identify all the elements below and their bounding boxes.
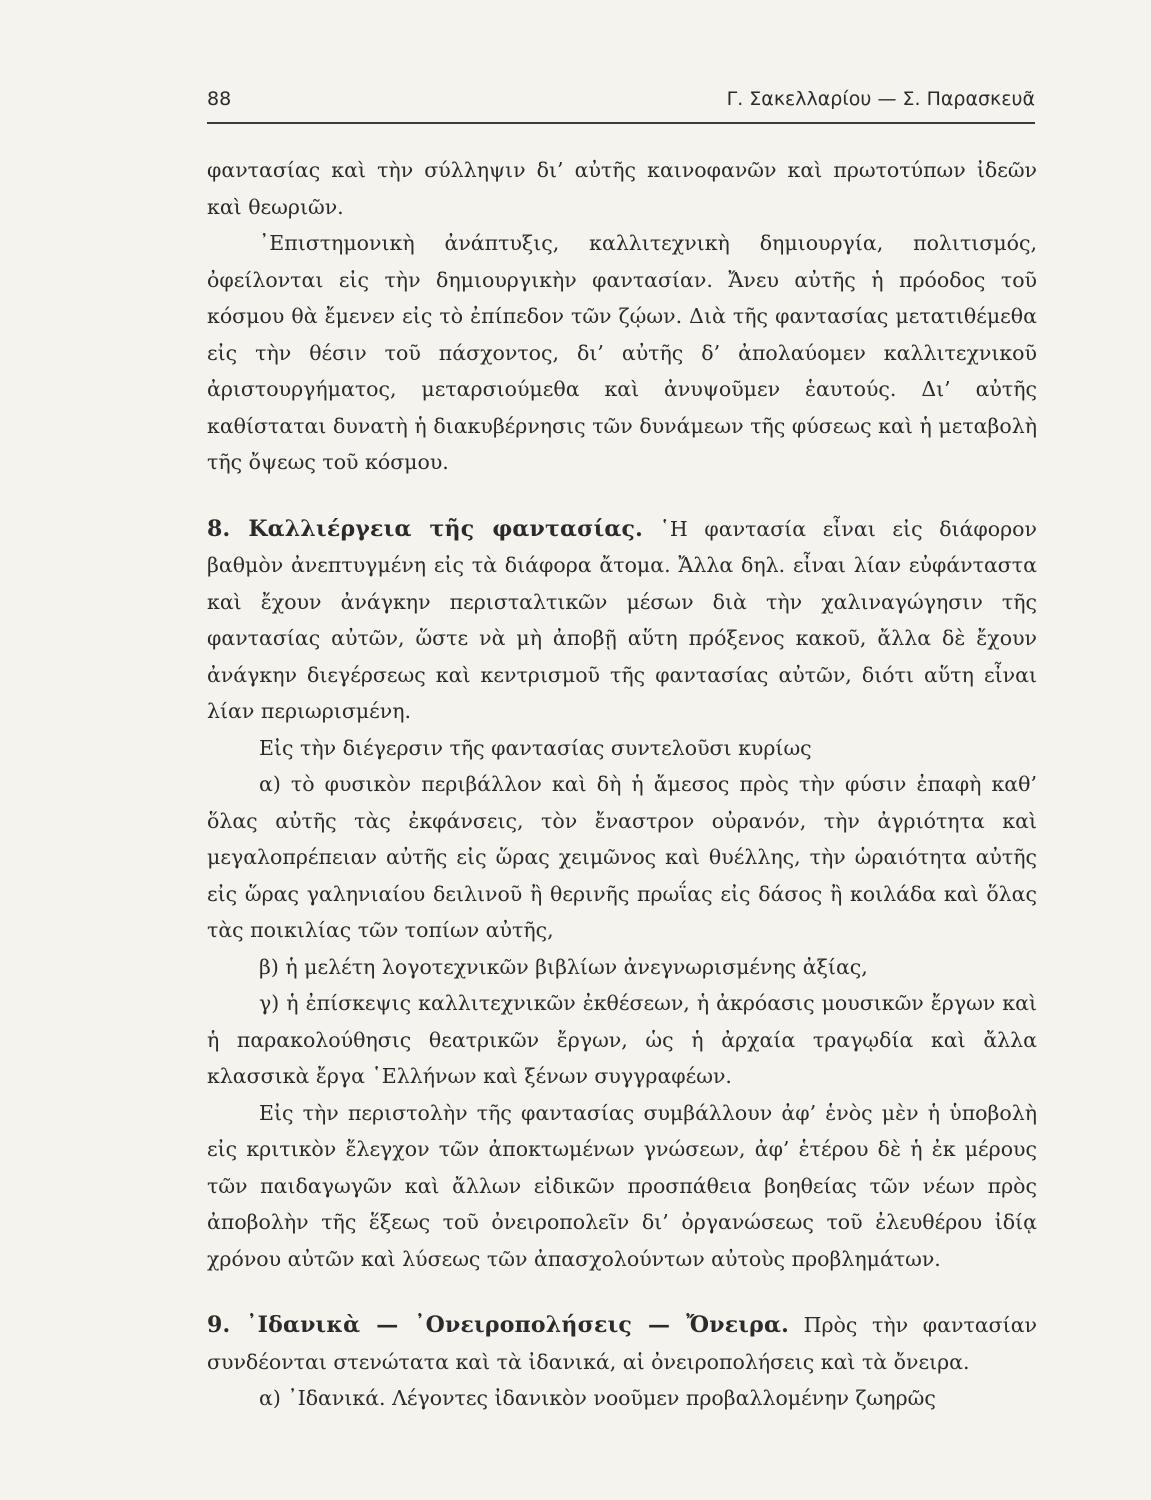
- paragraph-continuation: φαντασίας καὶ τὴν σύλληψιν δι’ αὐτῆς καινοφανῶν καὶ πρωτοτύπων ἰδεῶν καὶ θεωριῶν.: [207, 158, 1037, 219]
- section-8-intro: Εἰς τὴν διέγερσιν τῆς φαντασίας συντελοῦσι κυρίως: [259, 735, 812, 760]
- page-header: [207, 88, 1035, 124]
- page-body: [207, 152, 1037, 1417]
- list-item-a: α) τὸ φυσικὸν περιβάλλον καὶ δὴ ἡ ἄμεσος πρὸς τὴν φύσιν ἐπαφὴ καθ’ ὅλας αὐτῆς τὰς ἐκφάνσεις, τὸν ἔναστρον οὐρανόν, τὴν ἀγριότητα καὶ μεγαλοπρέπειαν αὐτῆς εἰς ὥρας χειμῶνος καὶ θυέλλης, τὴν ὡραιότητα αὐτῆς εἰς ὥρας γαληνιαίου δειλινοῦ ἢ θερινῆς πρωΐας εἰς δάσος ἢ κοιλάδα καὶ ὅλας τὰς ποικιλίας τῶν τοπίων αὐτῆς,: [207, 772, 1037, 942]
- section-9-sub-a: α) ᾿Ιδανικά. Λέγοντες ἰδανικὸν νοοῦμεν προβαλλομένην ζωηρῶς: [259, 1386, 936, 1410]
- running-title: Γ. Σακελλαρίου — Σ. Παρασκευᾶ: [726, 88, 1035, 110]
- section-8-heading: 8. Καλλιέργεια τῆς φαντασίας.: [207, 515, 644, 542]
- section-8-text: ῾Η φαντασία εἶναι εἰς διάφορον βαθμὸν ἀνεπτυγμένη εἰς τὰ διάφορα ἄτομα. Ἄλλα δηλ. εἶναι λίαν εὐφάνταστα καὶ ἔχουν ἀνάγκην περισταλτικῶν μέσων διὰ τὴν χαλιναγώγησιν τῆς φαντασίας αὐτῶν, ὥστε νὰ μὴ ἀποβῇ αὕτη πρόξενος κακοῦ, ἄλλα δὲ ἔχουν ἀνάγκην διεγέρσεως καὶ κεντρισμοῦ τῆς φαντασίας αὐτῶν, διότι αὕτη εἶναι λίαν περιωρισμένη.: [207, 516, 1037, 723]
- section-9-heading: 9. ᾿Ιδανικὰ — ᾿Ονειροπολήσεις — Ὄνειρα.: [207, 1312, 789, 1338]
- page-number: 88: [207, 88, 232, 110]
- section-9-text: Πρὸς τὴν φαντασίαν συνδέονται στενώτατα καὶ τὰ ἰδανικά, αἱ ὀνειροπολήσεις καὶ τὰ ὄνειρα.: [207, 1313, 1037, 1374]
- list-item-c: γ) ἡ ἐπίσκεψις καλλιτεχνικῶν ἐκθέσεων, ἡ ἀκρόασις μουσικῶν ἔργων καὶ ἡ παρακολούθησις θεατρικῶν ἔργων, ὡς ἡ ἀρχαία τραγῳδία καὶ ἄλλα κλασσικὰ ἔργα ῾Ελλήνων καὶ ξένων συγγραφέων.: [207, 991, 1037, 1088]
- paragraph-imagination-role: ᾿Επιστημονικὴ ἀνάπτυξις, καλλιτεχνικὴ δημιουργία, πολιτισμός, ὀφείλονται εἰς τὴν δημιουργικὴν φαντασίαν. Ἄνευ αὐτῆς ἡ πρόοδος τοῦ κόσμου θὰ ἔμενεν εἰς τὸ ἐπίπεδον τῶν ζῴων. Διὰ τῆς φαντασίας μετατιθέμεθα εἰς τὴν θέσιν τοῦ πάσχοντος, δι’ αὐτῆς δ’ ἀπολαύομεν καλλιτεχνικοῦ ἀριστουργήματος, μεταρσιούμεθα καὶ ἀνυψοῦμεν ἑαυτούς. Δι’ αὐτῆς καθίσταται δυνατὴ ἡ διακυβέρνησις τῶν δυνάμεων τῆς φύσεως καὶ ἡ μεταβολὴ τῆς ὄψεως τοῦ κόσμου.: [207, 231, 1037, 474]
- list-item-b: β) ἡ μελέτη λογοτεχνικῶν βιβλίων ἀνεγνωρισμένης ἀξίας,: [259, 954, 868, 979]
- section-8-restraint: Εἰς τὴν περιστολὴν τῆς φαντασίας συμβάλλουν ἀφ’ ἑνὸς μὲν ἡ ὑποβολὴ εἰς κριτικὸν ἔλεγχον τῶν ἀποκτωμένων γνώσεων, ἀφ’ ἑτέρου δὲ ἡ ἐκ μέρους τῶν παιδαγωγῶν καὶ ἄλλων εἰδικῶν προσπάθεια βοηθείας τῶν νέων πρὸς ἀποβολὴν τῆς ἕξεως τοῦ ὀνειροπολεῖν δι’ ὀργανώσεως τοῦ ἐλευθέρου ἰδίᾳ χρόνου αὐτῶν καὶ λύσεως τῶν ἀπασχολούντων αὐτοὺς προβλημάτων.: [207, 1100, 1037, 1271]
